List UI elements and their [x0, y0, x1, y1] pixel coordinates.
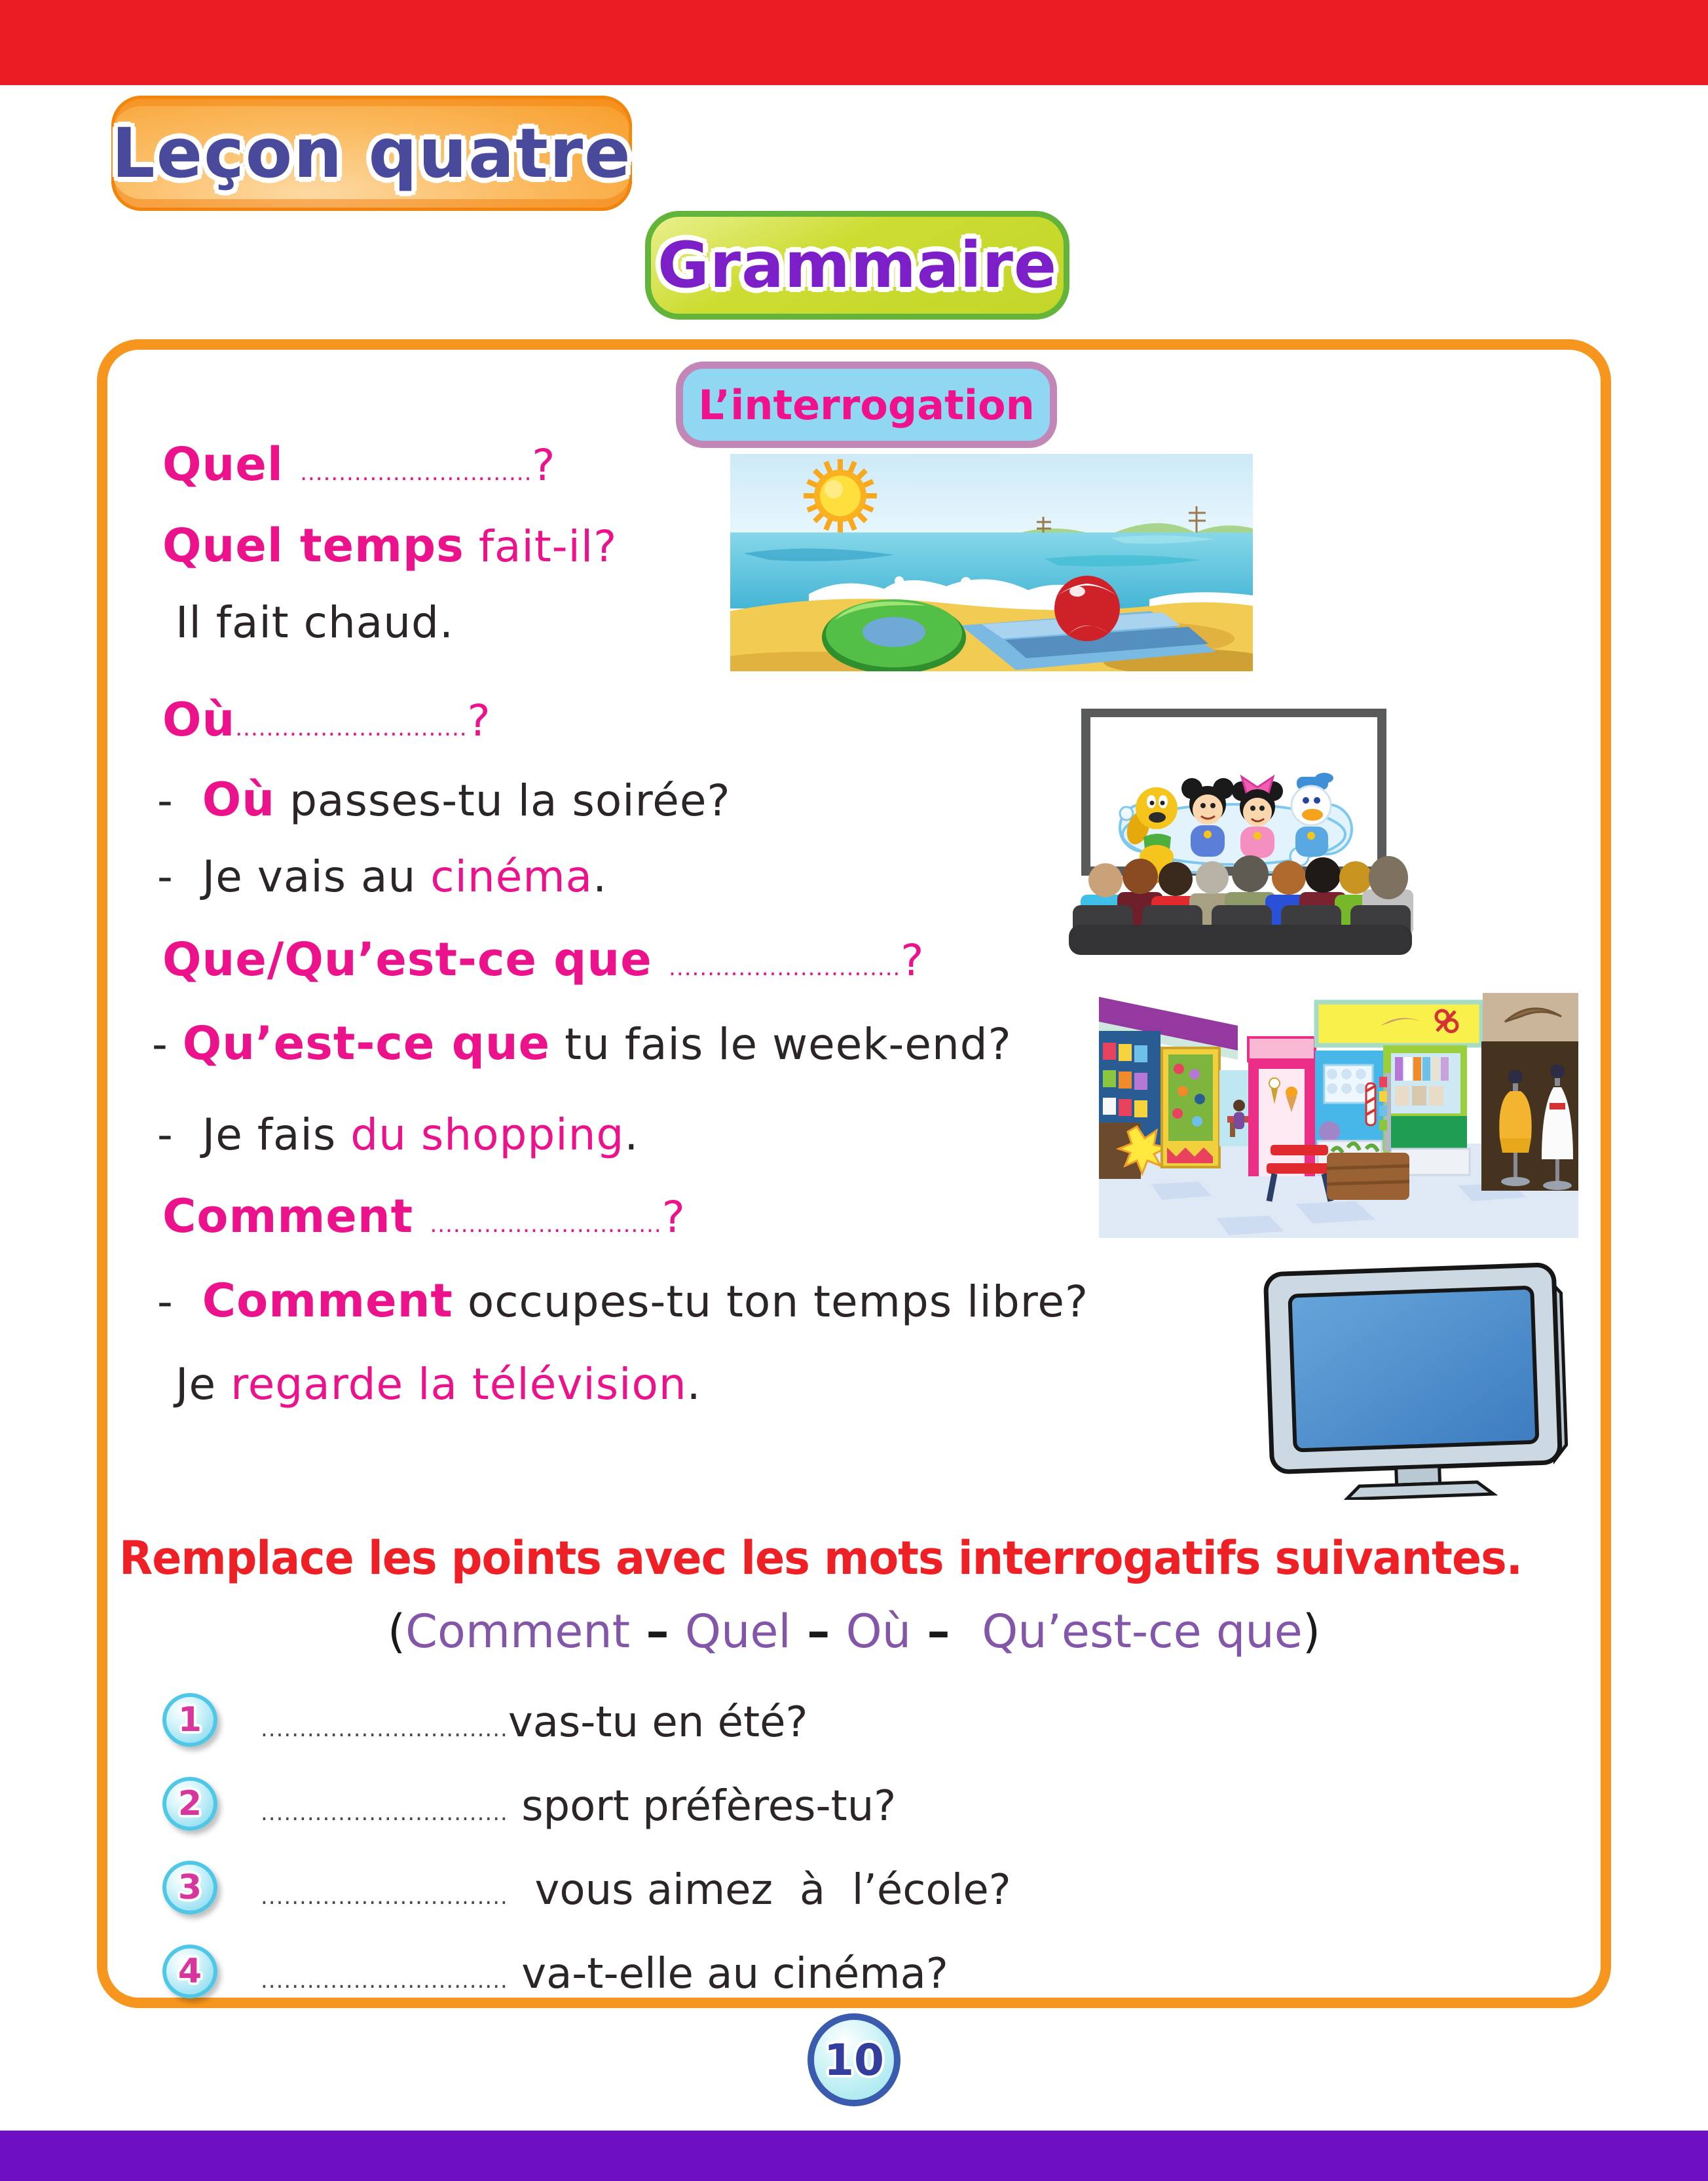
section-title: Grammaire	[657, 229, 1058, 302]
word-bank-option: Qu’est-ce que	[982, 1605, 1303, 1658]
exercise-item	[0, 1861, 1514, 1933]
grammar-line: Quel ..............................?	[162, 438, 556, 491]
television-illustration	[1259, 1259, 1574, 1500]
exercise-item	[0, 1945, 1514, 2017]
grammar-line: Il fait chaud.	[176, 597, 454, 648]
grammar-line: - Comment occupes-tu ton temps libre?	[157, 1274, 1089, 1328]
word-bank-option: Comment	[405, 1605, 631, 1658]
item-number-badge: 3	[162, 1861, 217, 1914]
exercise-heading: Remplace les points avec les mots interrogatifs suivantes.	[119, 1531, 1523, 1585]
item-question-text: va-t-elle au cinéma?	[508, 1950, 948, 1998]
grammar-line: Quel temps fait-il?	[162, 519, 618, 572]
cinema-seats	[1069, 905, 1412, 955]
tv-stand	[1346, 1482, 1494, 1499]
grammar-line: - Qu’est-ce que tu fais le week-end?	[152, 1016, 1012, 1070]
answer-blank: ..............................	[300, 460, 532, 486]
grammar-line: Je regarde la télévision.	[176, 1359, 701, 1409]
exercise-item	[0, 1693, 1514, 1765]
exercise-item	[0, 1777, 1514, 1849]
grammar-line: Que/Qu’est-ce que ..............................?	[162, 933, 925, 986]
answer-blank: ................................	[261, 1884, 508, 1910]
tv-screen	[1290, 1288, 1537, 1451]
cinema-audience-illustration	[1066, 709, 1415, 956]
grammar-line: Où..............................?	[162, 693, 491, 747]
lesson-title-badge	[111, 96, 632, 211]
word-bank-option: Quel	[684, 1605, 791, 1658]
paren: )	[1302, 1605, 1321, 1658]
paren: (	[387, 1605, 406, 1658]
mall-shopper	[1233, 1100, 1245, 1129]
mall-left-shop	[1099, 997, 1238, 1179]
grammar-line: - Où passes-tu la soirée?	[157, 773, 731, 827]
answer-blank: ..............................	[235, 715, 468, 741]
answer-blank: ..............................	[669, 955, 901, 981]
section-title-badge	[645, 211, 1069, 320]
answer-blank: ................................	[261, 1800, 508, 1826]
lesson-title: Leçon quatre	[111, 113, 632, 193]
mall-icecream-shop	[1248, 1037, 1315, 1176]
top-red-bar	[0, 0, 1708, 85]
item-number-badge: 2	[162, 1777, 217, 1831]
shopping-mall-illustration	[1099, 988, 1578, 1238]
mall-yellow-sign-shop	[1316, 993, 1578, 1045]
item-question-text: vas-tu en été?	[508, 1698, 808, 1747]
answer-blank: ................................	[261, 1967, 508, 1994]
topic-title: L’interrogation	[698, 381, 1035, 429]
beach-scene-illustration	[730, 454, 1253, 671]
grammar-line: - Je fais du shopping.	[157, 1109, 639, 1160]
page-number: 10	[824, 2034, 884, 2085]
item-question-text: sport préfères-tu?	[508, 1782, 897, 1831]
bottom-purple-bar	[0, 2131, 1708, 2181]
word-bank: (Comment – Quel – Où – Qu’est-ce que)	[387, 1605, 1321, 1658]
item-question-text: vous aimez à l’école?	[508, 1866, 1011, 1914]
beach-ball	[1054, 576, 1120, 641]
topic-badge	[676, 362, 1057, 448]
answer-blank: ..............................	[430, 1212, 662, 1238]
grammar-line: - Je vais au cinéma.	[157, 851, 608, 902]
mall-clothes-shop	[1481, 1041, 1578, 1191]
grammar-line: Comment ..............................?	[162, 1189, 686, 1243]
page-number-badge	[808, 2013, 900, 2106]
item-number-badge: 1	[162, 1693, 217, 1747]
item-number-badge: 4	[162, 1945, 217, 1998]
cartoon-donald	[1291, 773, 1333, 857]
answer-blank: ................................	[261, 1716, 508, 1742]
word-bank-option: Où	[845, 1605, 912, 1658]
